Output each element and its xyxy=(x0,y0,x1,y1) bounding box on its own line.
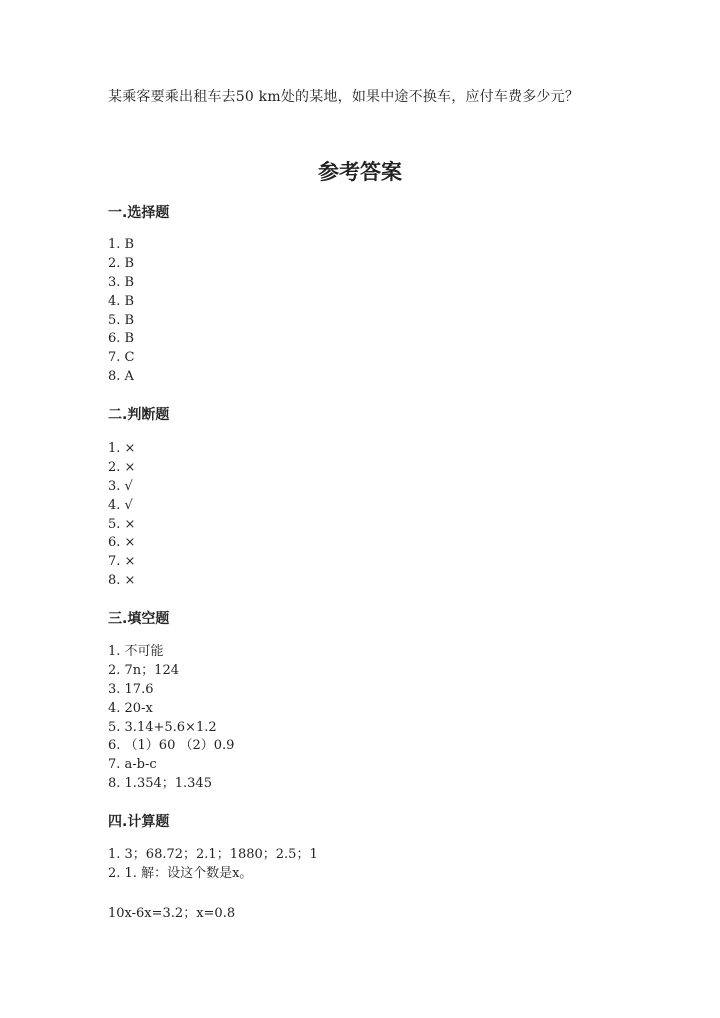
list-item: 2. 7n；124 xyxy=(108,662,179,678)
calculation-equation-line: 10x-6x=3.2；x=0.8 xyxy=(108,906,236,921)
section-title-calculation: 四.计算题 xyxy=(108,814,170,830)
section-title-judgement: 二.判断题 xyxy=(108,407,170,423)
list-item: 5. × xyxy=(108,516,136,532)
list-item: 3. B xyxy=(108,274,135,290)
list-item: 7. a-b-c xyxy=(108,757,157,773)
list-item: 1. 3；68.72；2.1；1880；2.5；1 xyxy=(108,847,318,862)
answers-title: 参考答案 xyxy=(318,160,402,184)
list-item: 2. B xyxy=(108,255,135,271)
list-item: 7. × xyxy=(108,554,136,570)
section-title-fill-blank: 三.填空题 xyxy=(108,611,170,627)
list-item: 5. B xyxy=(108,312,135,328)
judgement-answer-list xyxy=(108,440,135,591)
list-item: 6. B xyxy=(108,331,135,347)
section-title-choice: 一.选择题 xyxy=(108,205,170,221)
list-item: 3. √ xyxy=(108,478,133,494)
list-item: 8. 1.354；1.345 xyxy=(108,776,212,792)
list-item: 5. 3.14+5.6×1.2 xyxy=(108,719,217,735)
list-item: 3. 17.6 xyxy=(108,681,154,697)
list-item: 8. A xyxy=(108,369,134,385)
list-item: 6. × xyxy=(108,535,136,551)
fill-blank-answer-list xyxy=(108,643,234,794)
calculation-answer-list xyxy=(108,846,318,884)
list-item: 4. 20-x xyxy=(108,700,153,716)
list-item: 1. B xyxy=(108,237,135,252)
list-item: 4. √ xyxy=(108,497,133,513)
list-item: 7. C xyxy=(108,350,135,366)
list-item: 1. 不可能 xyxy=(108,644,164,659)
list-item: 6. （1）60 （2）0.9 xyxy=(108,738,235,754)
choice-answer-list xyxy=(108,236,134,387)
list-item: 2. 1. 解：设这个数是x。 xyxy=(108,865,253,881)
list-item: 1. × xyxy=(108,441,136,456)
question-text: 某乘客要乘出租车去50 km处的某地，如果中途不换车，应付车费多少元？ xyxy=(108,89,580,105)
list-item: 8. × xyxy=(108,573,136,589)
list-item: 4. B xyxy=(108,293,135,309)
list-item: 2. × xyxy=(108,459,136,475)
